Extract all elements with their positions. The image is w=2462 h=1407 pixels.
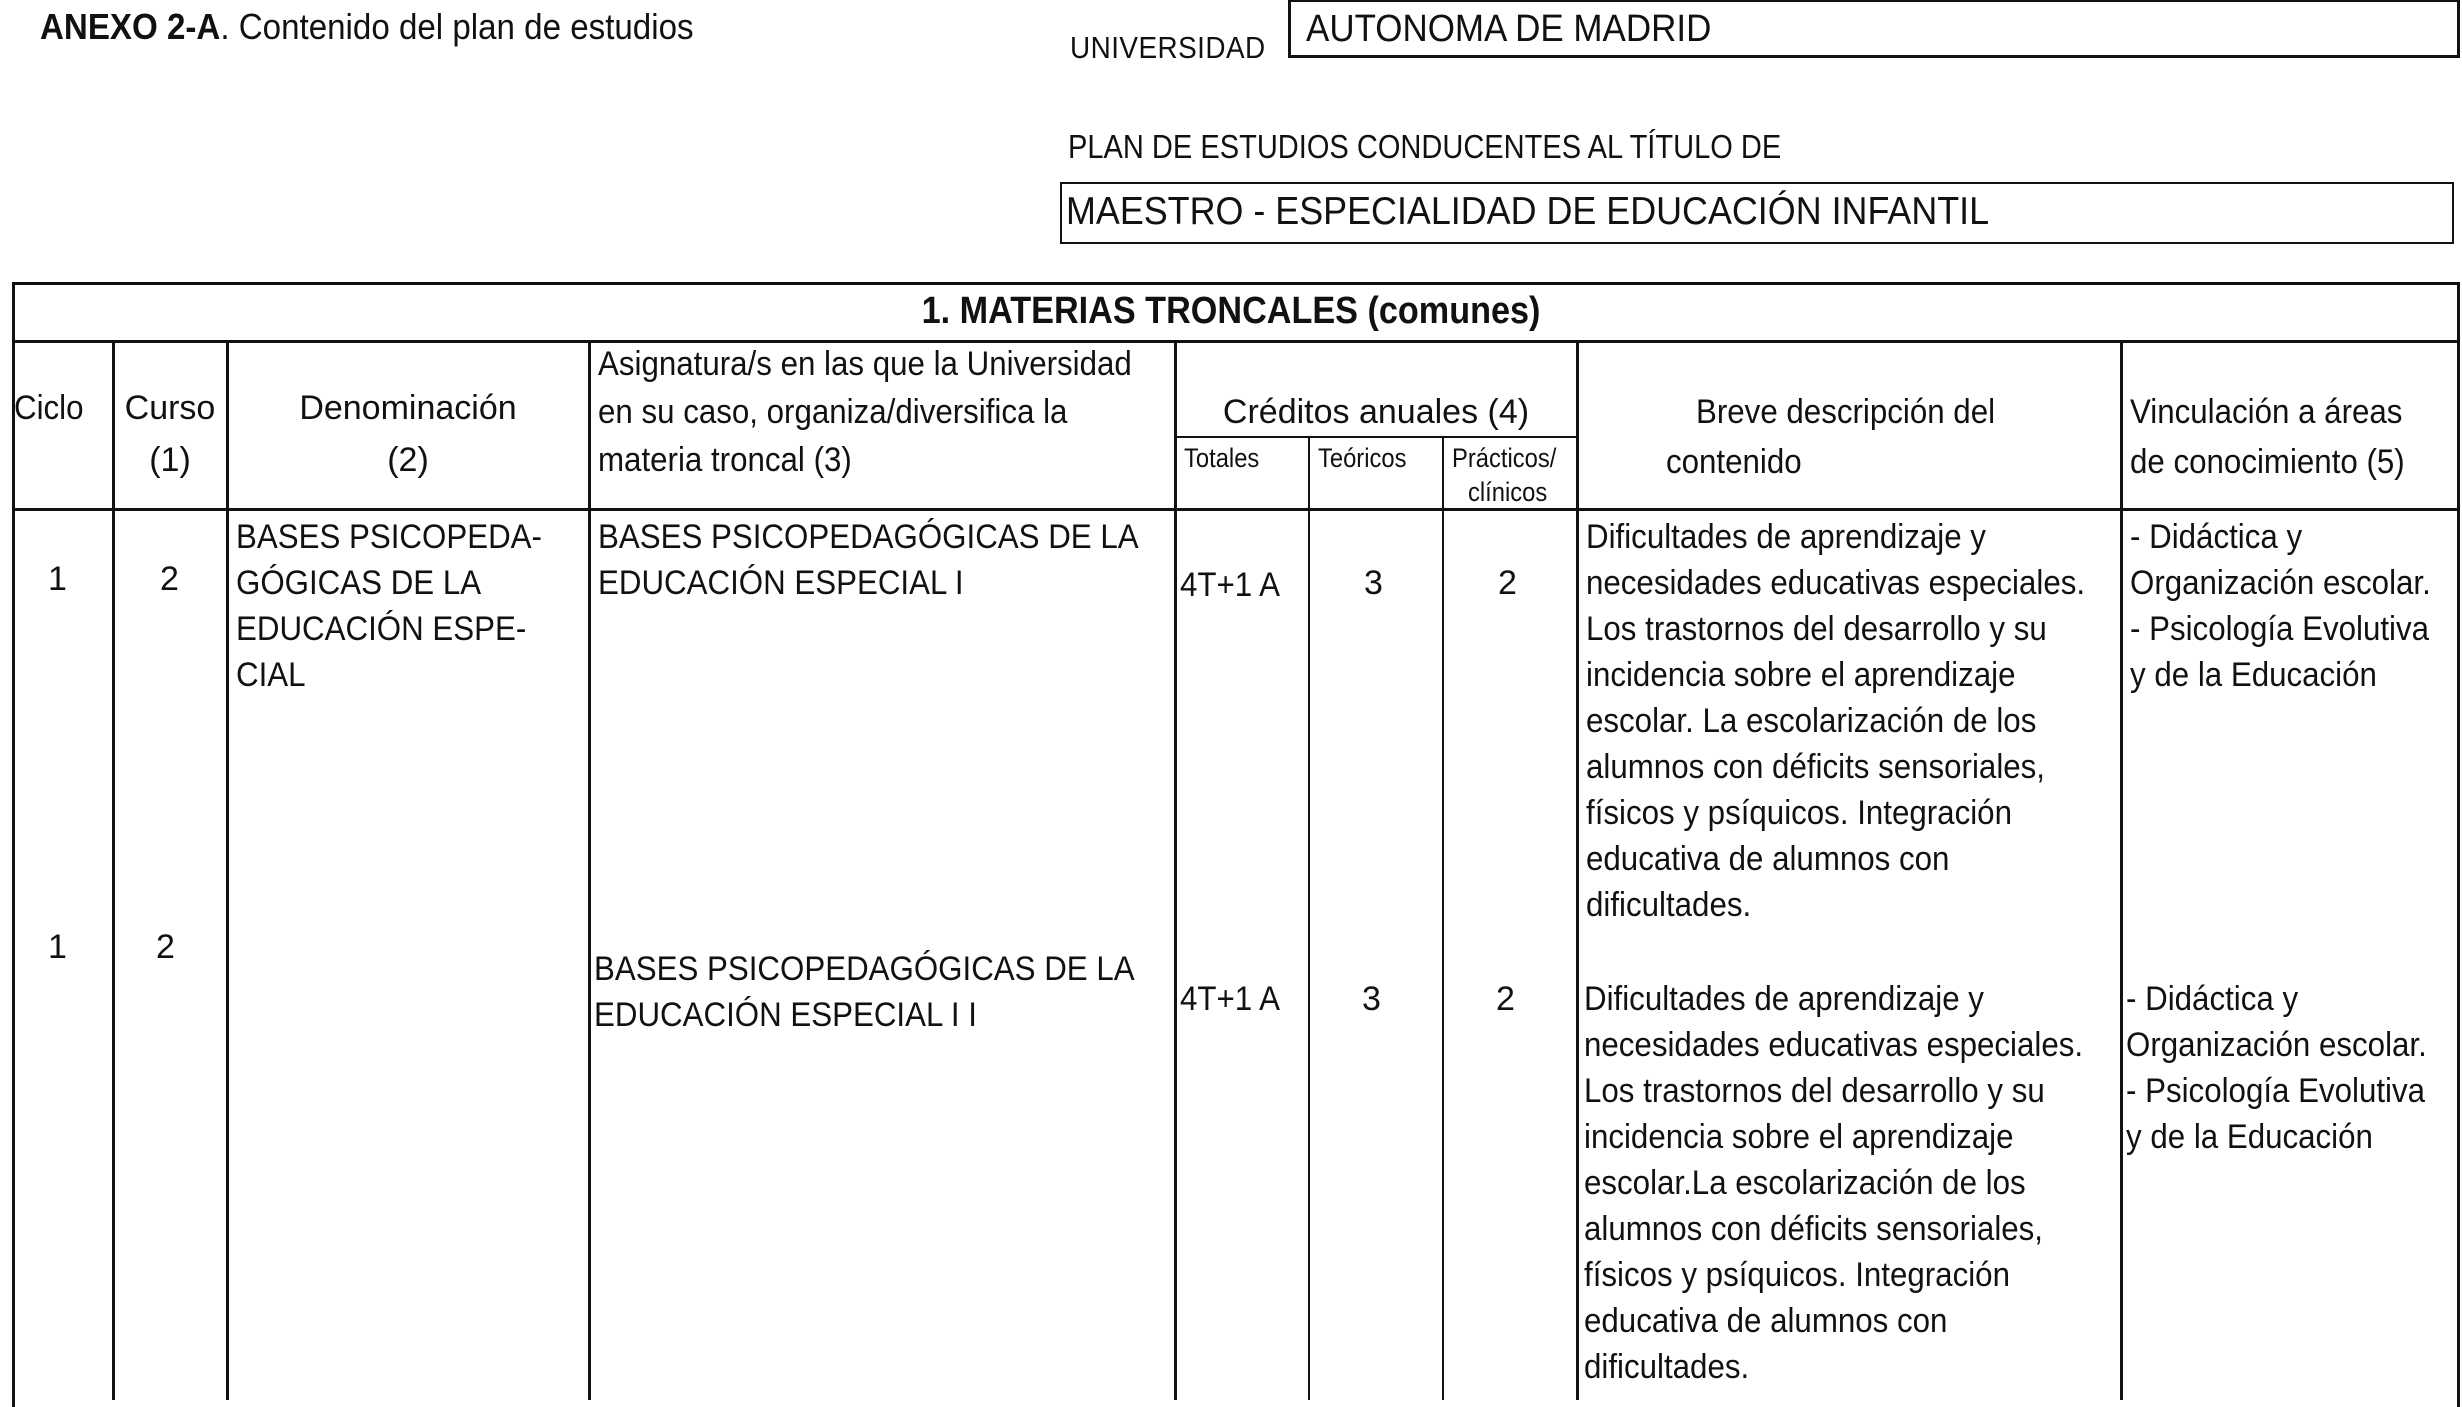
column-divider-curso xyxy=(226,340,229,1400)
annex-label: ANEXO 2-A xyxy=(40,6,221,47)
header-creditos: Créditos anuales (4) xyxy=(1222,393,1530,431)
section-title-rule xyxy=(12,340,2460,343)
row2-descripcion: Dificultades de aprendizaje y necesidades educativas especiales. Los trastornos del desarrollo y su incidencia sobre el aprendizaje escolar.La escolarización de los alumnos con déficits sensoriales, físicos y psíquicos. Integración educativa de alumnos con dificultades. xyxy=(1584,980,2084,1386)
row1-totales: 4T+1 A xyxy=(1180,566,1281,604)
annex-subtitle: . Contenido del plan de estudios xyxy=(220,6,694,47)
row2-teoricos: 3 xyxy=(1362,980,1381,1018)
row1-vinculacion: - Didáctica y Organización escolar. - Psicología Evolutiva y de la Educación xyxy=(2130,518,2431,694)
header-asignaturas-line3: materia troncal (3) xyxy=(598,441,852,479)
row2-curso: 2 xyxy=(156,928,175,966)
annex-title xyxy=(40,6,694,48)
header-vinculacion-line2: de conocimiento (5) xyxy=(2130,443,2405,481)
header-practicos-line1: Prácticos/ xyxy=(1452,443,1557,473)
row2-ciclo: 1 xyxy=(48,928,67,966)
column-divider-totales xyxy=(1308,436,1310,1400)
credits-subheader-rule xyxy=(1174,436,1576,438)
denominacion-value: BASES PSICOPEDA- GÓGICAS DE LA EDUCACIÓN ESPE- CIAL xyxy=(236,518,542,694)
header-asignaturas-line1: Asignatura/s en las que la Universidad xyxy=(598,345,1132,383)
section-title: 1. MATERIAS TRONCALES (comunes) xyxy=(921,290,1541,332)
header-curso-note: (1) xyxy=(149,441,191,479)
row2-vinculacion: - Didáctica y Organización escolar. - Psicología Evolutiva y de la Educación xyxy=(2126,980,2427,1156)
university-label: UNIVERSIDAD xyxy=(1070,30,1266,65)
header-denominacion: Denominación xyxy=(299,389,517,427)
row1-descripcion: Dificultades de aprendizaje y necesidades educativas especiales. Los trastornos del desarrollo y su incidencia sobre el aprendizaje escolar. La escolarización de los alumnos con déficits sensoriales, físicos y psíquicos. Integración educativa de alumnos con dificultades. xyxy=(1586,518,2086,924)
column-divider-denominacion xyxy=(588,340,591,1400)
header-curso: Curso xyxy=(124,389,216,427)
header-practicos-line2: clínicos xyxy=(1468,477,1548,507)
header-descripcion-line1: Breve descripción del xyxy=(1696,393,1996,431)
header-ciclo: Ciclo xyxy=(14,389,84,427)
header-totales: Totales xyxy=(1184,443,1260,473)
column-divider-ciclo xyxy=(112,340,115,1400)
header-bottom-rule xyxy=(12,508,2460,511)
row1-ciclo: 1 xyxy=(48,560,67,598)
header-vinculacion-line1: Vinculación a áreas xyxy=(2130,393,2403,431)
header-asignaturas-line2: en su caso, organiza/diversifica la xyxy=(598,393,1068,431)
university-value: AUTONOMA DE MADRID xyxy=(1306,8,1712,50)
row1-curso: 2 xyxy=(160,560,179,598)
row1-teoricos: 3 xyxy=(1364,564,1383,602)
header-descripcion-line2: contenido xyxy=(1666,443,1802,481)
row1-practicos: 2 xyxy=(1498,564,1517,602)
row2-asignatura: BASES PSICOPEDAGÓGICAS DE LA EDUCACIÓN ESPECIAL I I xyxy=(594,950,1135,1034)
plan-label: PLAN DE ESTUDIOS CONDUCENTES AL TÍTULO DE xyxy=(1068,128,1782,165)
row2-practicos: 2 xyxy=(1496,980,1515,1018)
row1-asignatura: BASES PSICOPEDAGÓGICAS DE LA EDUCACIÓN ESPECIAL I xyxy=(598,518,1139,602)
column-divider-descripcion xyxy=(2120,340,2123,1400)
column-divider-teoricos xyxy=(1442,436,1444,1400)
header-denominacion-note: (2) xyxy=(387,441,429,479)
row2-totales: 4T+1 A xyxy=(1180,980,1281,1018)
column-divider-creditos xyxy=(1576,340,1579,1400)
degree-value: MAESTRO - ESPECIALIDAD DE EDUCACIÓN INFANTIL xyxy=(1066,190,1990,233)
column-divider-asignaturas xyxy=(1174,340,1177,1400)
header-teoricos: Teóricos xyxy=(1318,443,1407,473)
